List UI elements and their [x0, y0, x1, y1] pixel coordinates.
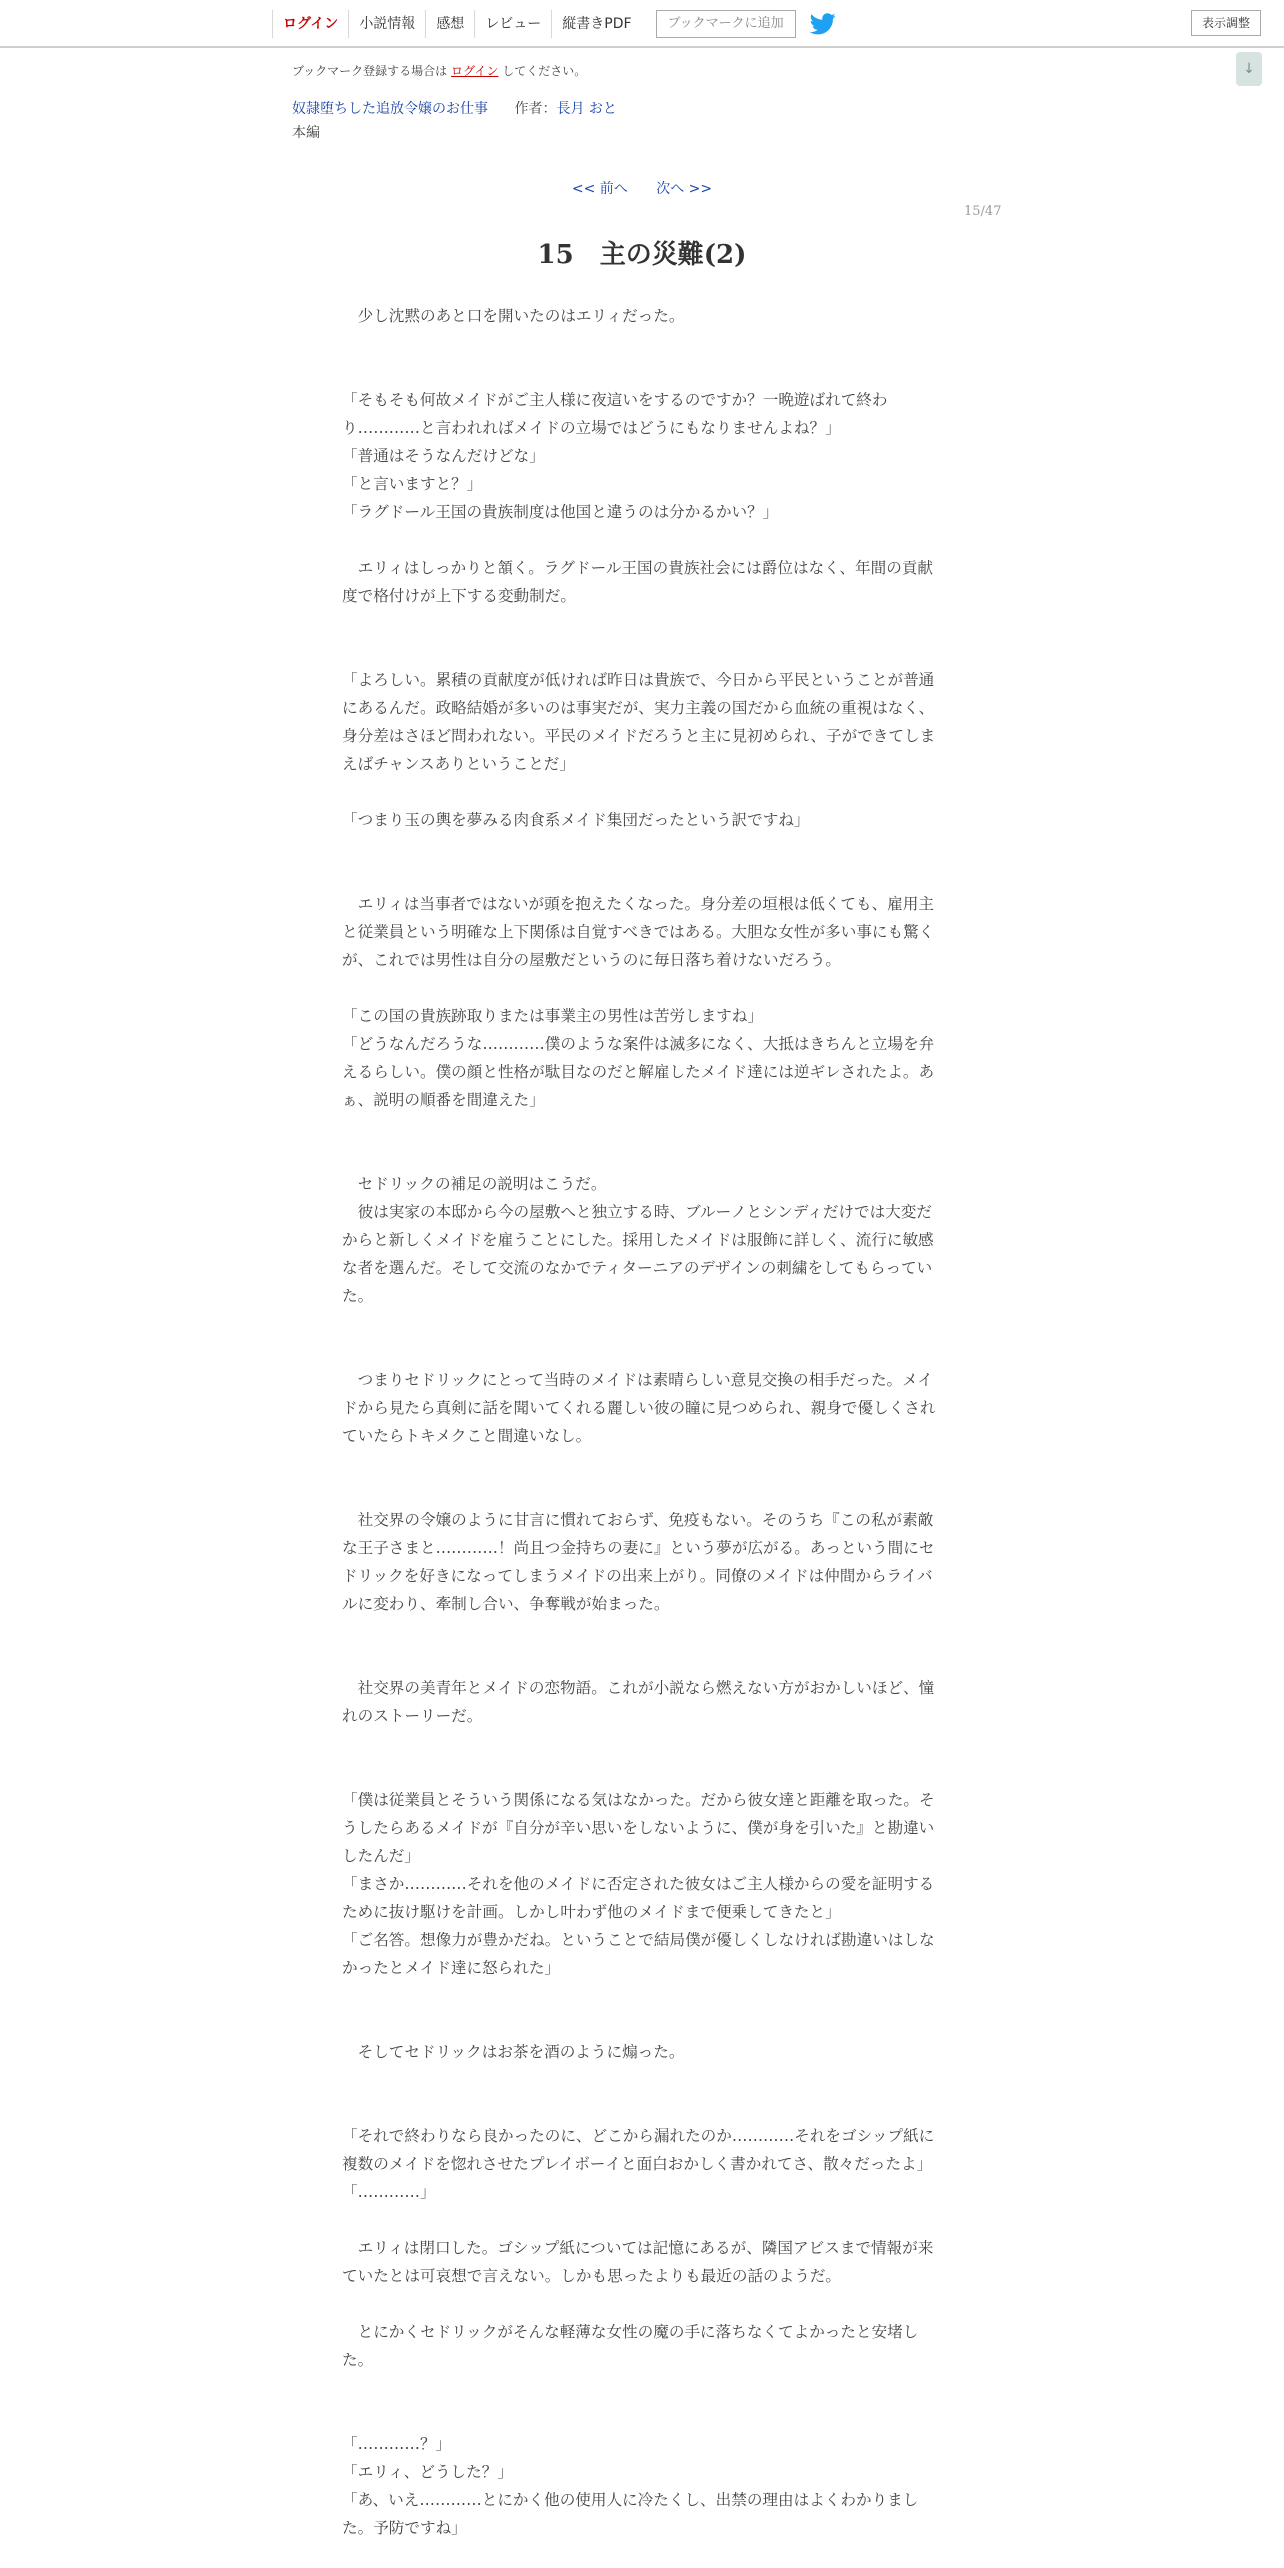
blank-line [342, 358, 942, 386]
episode-pager [0, 178, 1284, 198]
body-paragraph: 社交界の美青年とメイドの恋物語。これが小説なら燃えない方がおかしいほど、憧れのストーリーだ。 [342, 1679, 935, 1725]
body-paragraph: エリィはしっかりと頷く。ラグドール王国の貴族社会には爵位はなく、年間の貢献度で格付けが上下する変動制だ。 [342, 559, 934, 605]
chapter-label: 本編 [292, 125, 320, 141]
novel-body [342, 302, 942, 2542]
author-link[interactable]: 長月 おと [556, 101, 617, 117]
blank-line [342, 1114, 942, 1142]
header-bar [0, 0, 1284, 48]
blank-line [342, 1646, 942, 1674]
body-paragraph: 「つまり玉の輿を夢みる肉食系メイド集団だったという訳ですね」 [342, 811, 810, 829]
body-paragraph: 「と言いますと？」 [342, 475, 483, 493]
novel-title-link[interactable]: 奴隷堕ちした追放令嬢のお仕事 [292, 101, 488, 117]
blank-line [342, 610, 942, 638]
bookmark-login-notice [292, 62, 586, 79]
blank-line [342, 974, 942, 1002]
nav-impressions[interactable]: 感想 [425, 10, 474, 38]
prev-episode-link[interactable]: << 前へ [571, 181, 628, 197]
blank-line [342, 2094, 942, 2122]
blank-line [342, 1618, 942, 1646]
blank-line [342, 330, 942, 358]
blank-line [342, 2066, 942, 2094]
nav-review[interactable]: レビュー [474, 10, 551, 38]
display-settings-button[interactable]: 表示調整 [1191, 10, 1261, 36]
blank-line [342, 1478, 942, 1506]
body-paragraph: 「よろしい。累積の貢献度が低ければ昨日は貴族で、今日から平民ということが普通にあるんだ。政略結婚が多いのは事実だが、実力主義の国だから血統の重視はなく、身分差はさほど問われない。平民のメイドだろうと主に見初められ、子ができてしまえばチャンスありということだ」 [342, 671, 936, 773]
body-paragraph: そしてセドリックはお茶を酒のように煽った。 [342, 2043, 685, 2061]
scroll-down-button[interactable]: ↓ [1236, 52, 1262, 86]
blank-line [342, 1730, 942, 1758]
body-paragraph: 「…………？」 [342, 2435, 452, 2453]
blank-line [342, 862, 942, 890]
novel-info [292, 98, 617, 118]
blank-line [342, 526, 942, 554]
author-label: 作者： [514, 101, 557, 117]
nav-vertical-pdf[interactable]: 縦書きPDF [551, 10, 641, 38]
blank-line [342, 2374, 942, 2402]
next-episode-link[interactable]: 次へ >> [656, 181, 713, 197]
notice-login-link[interactable]: ログイン [451, 64, 499, 78]
body-paragraph: つまりセドリックにとって当時のメイドは素晴らしい意見交換の相手だった。メイドから見たら真剣に話を聞いてくれる麗しい彼の瞳に見つめられ、親身で優しくされていたらトキメクこと間違いなし。 [342, 1371, 936, 1445]
episode-title: 15 主の災難(2) [537, 240, 747, 270]
blank-line [342, 1310, 942, 1338]
blank-line [342, 2010, 942, 2038]
body-paragraph: 「まさか…………それを他のメイドに否定された彼女はご主人様からの愛を証明するために抜け駆けを計画。しかし叶わず他のメイドまで便乗してきたと」 [342, 1875, 935, 1921]
blank-line [342, 638, 942, 666]
nav-login[interactable]: ログイン [272, 10, 348, 38]
notice-text-before: ブックマーク登録する場合は [292, 64, 448, 78]
twitter-icon[interactable] [810, 13, 836, 35]
body-paragraph: エリィは閉口した。ゴシップ紙については記憶にあるが、隣国アビスまで情報が来ていたとは可哀想で言えない。しかも思ったよりも最近の話のようだ。 [342, 2239, 934, 2285]
top-nav [272, 10, 836, 38]
body-paragraph: 少し沈黙のあと口を開いたのはエリィだった。 [342, 307, 685, 325]
body-paragraph: エリィは当事者ではないが頭を抱えたくなった。身分差の垣根は低くても、雇用主と従業員という明確な上下関係は自覚すべきではある。大胆な女性が多い事にも驚くが、これでは男性は自分の屋敷だというのに毎日落ち着けないだろう。 [342, 895, 935, 969]
blank-line [342, 834, 942, 862]
body-paragraph: 社交界の令嬢のように甘言に慣れておらず、免疫もない。そのうち『この私が素敵な王子さまと…………！尚且つ金持ちの妻に』という夢が広がる。あっという間にセドリックを好きになってしまうメイドの出来上がり。同僚のメイドは仲間からライバルに変わり、牽制し合い、争奪戦が始まった。 [342, 1511, 935, 1613]
body-paragraph: 「ご名答。想像力が豊かだね。ということで結局僕が優しくしなければ勘違いはしなかったとメイド達に怒られた」 [342, 1931, 935, 1977]
body-paragraph: 「そもそも何故メイドがご主人様に夜這いをするのですか？一晩遊ばれて終わり…………と言われればメイドの立場ではどうにもなりませんよね？」 [342, 391, 888, 437]
body-paragraph: とにかくセドリックがそんな軽薄な女性の魔の手に落ちなくてよかったと安堵した。 [342, 2323, 919, 2369]
body-paragraph: 「この国の貴族跡取りまたは事業主の男性は苦労しますね」 [342, 1007, 764, 1025]
notice-text-after: してください。 [502, 64, 587, 78]
add-bookmark-button[interactable]: ブックマークに追加 [656, 10, 796, 38]
body-paragraph: セドリックの補足の説明はこうだ。 [342, 1175, 607, 1193]
blank-line [342, 778, 942, 806]
body-paragraph: 「エリィ、どうした？」 [342, 2463, 513, 2481]
blank-line [342, 1758, 942, 1786]
blank-line [342, 2402, 942, 2430]
blank-line [342, 1982, 942, 2010]
blank-line [342, 1338, 942, 1366]
body-paragraph: 「普通はそうなんだけどな」 [342, 447, 545, 465]
body-paragraph: 「…………」 [342, 2183, 436, 2201]
nav-novel-info[interactable]: 小説情報 [348, 10, 425, 38]
body-paragraph: 「それで終わりなら良かったのに、どこから漏れたのか…………それをゴシップ紙に複数のメイドを惚れさせたプレイボーイと面白おかしく書かれてさ、散々だったよ」 [342, 2127, 935, 2173]
body-paragraph: 「僕は従業員とそういう関係になる気はなかった。だから彼女達と距離を取った。そうしたらあるメイドが『自分が辛い思いをしないように、僕が身を引いた』と勘違いしたんだ」 [342, 1791, 935, 1865]
blank-line [342, 2290, 942, 2318]
body-paragraph: 「どうなんだろうな…………僕のような案件は滅多になく、大抵はきちんと立場を弁えるらしい。僕の顔と性格が駄目なのだと解雇したメイド達には逆ギレされたよ。あぁ、説明の順番を間違えた」 [342, 1035, 935, 1109]
body-paragraph: 「ラグドール王国の貴族制度は他国と違うのは分かるかい？」 [342, 503, 779, 521]
blank-line [342, 2206, 942, 2234]
twitter-bird-icon [810, 13, 836, 35]
body-paragraph: 「あ、いえ…………とにかく他の使用人に冷たくし、出禁の理由はよくわかりました。予防ですね」 [342, 2491, 919, 2537]
body-paragraph: 彼は実家の本邸から今の屋敷へと独立する時、ブルーノとシンディだけでは大変だからと新しくメイドを雇うことにした。採用したメイドは服飾に詳しく、流行に敏感な者を選んだ。そして交流のなかでティターニアのデザインの刺繍をしてもらっていた。 [342, 1203, 934, 1305]
blank-line [342, 1450, 942, 1478]
episode-count: 15/47 [964, 204, 1002, 219]
blank-line [342, 1142, 942, 1170]
